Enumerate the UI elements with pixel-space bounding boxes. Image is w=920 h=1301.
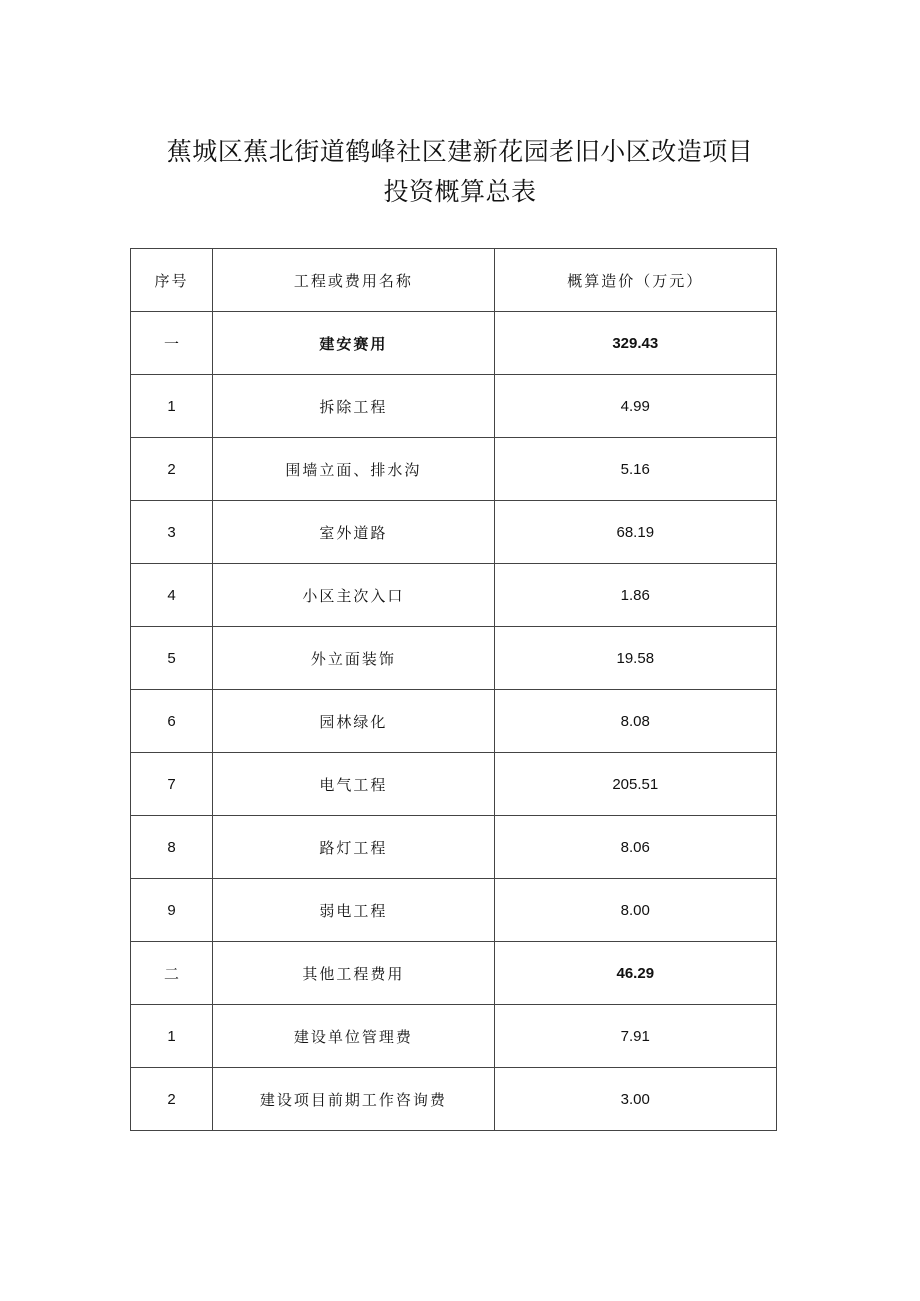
header-serial-number: 序号	[131, 249, 213, 312]
row-item-name: 拆除工程	[213, 375, 494, 438]
row-cost-value: 46.29	[494, 942, 776, 1005]
row-serial-number: 3	[131, 501, 213, 564]
row-serial-number: 1	[131, 375, 213, 438]
row-serial-number: 2	[131, 438, 213, 501]
row-item-name: 围墙立面、排水沟	[213, 438, 494, 501]
row-serial-number: 一	[131, 312, 213, 375]
row-serial-number: 8	[131, 816, 213, 879]
document-title-line-2: 投资概算总表	[383, 177, 537, 206]
budget-summary-table	[130, 248, 777, 1131]
row-cost-value: 8.06	[494, 816, 776, 879]
table-row	[131, 501, 777, 564]
row-serial-number: 二	[131, 942, 213, 1005]
table-header-row	[131, 249, 777, 312]
table-row-section	[131, 942, 777, 1005]
row-cost-value: 68.19	[494, 501, 776, 564]
table-row	[131, 816, 777, 879]
row-item-name: 建设项目前期工作咨询费	[213, 1068, 494, 1131]
table-row	[131, 753, 777, 816]
row-item-name: 小区主次入口	[213, 564, 494, 627]
row-item-name: 建安赛用	[213, 312, 494, 375]
table-row	[131, 627, 777, 690]
row-item-name: 路灯工程	[213, 816, 494, 879]
table-row	[131, 438, 777, 501]
row-cost-value: 329.43	[494, 312, 776, 375]
row-cost-value: 5.16	[494, 438, 776, 501]
row-cost-value: 3.00	[494, 1068, 776, 1131]
table-row	[131, 564, 777, 627]
header-estimated-cost: 概算造价（万元）	[494, 249, 776, 312]
row-cost-value: 4.99	[494, 375, 776, 438]
row-item-name: 外立面装饰	[213, 627, 494, 690]
table-row	[131, 879, 777, 942]
table-row	[131, 1005, 777, 1068]
row-serial-number: 2	[131, 1068, 213, 1131]
row-cost-value: 8.00	[494, 879, 776, 942]
table-row	[131, 690, 777, 753]
row-item-name: 建设单位管理费	[213, 1005, 494, 1068]
document-title-line-1: 蕉城区蕉北街道鹤峰社区建新花园老旧小区改造项目	[166, 137, 754, 166]
row-item-name: 其他工程费用	[213, 942, 494, 1005]
row-serial-number: 5	[131, 627, 213, 690]
row-cost-value: 19.58	[494, 627, 776, 690]
table-row	[131, 1068, 777, 1131]
row-serial-number: 7	[131, 753, 213, 816]
row-serial-number: 4	[131, 564, 213, 627]
row-serial-number: 6	[131, 690, 213, 753]
table-row	[131, 375, 777, 438]
header-item-name: 工程或费用名称	[213, 249, 494, 312]
row-item-name: 电气工程	[213, 753, 494, 816]
row-serial-number: 9	[131, 879, 213, 942]
row-item-name: 园林绿化	[213, 690, 494, 753]
row-cost-value: 7.91	[494, 1005, 776, 1068]
row-cost-value: 1.86	[494, 564, 776, 627]
row-cost-value: 205.51	[494, 753, 776, 816]
row-item-name: 室外道路	[213, 501, 494, 564]
row-cost-value: 8.08	[494, 690, 776, 753]
table-row-section	[131, 312, 777, 375]
row-item-name: 弱电工程	[213, 879, 494, 942]
row-serial-number: 1	[131, 1005, 213, 1068]
